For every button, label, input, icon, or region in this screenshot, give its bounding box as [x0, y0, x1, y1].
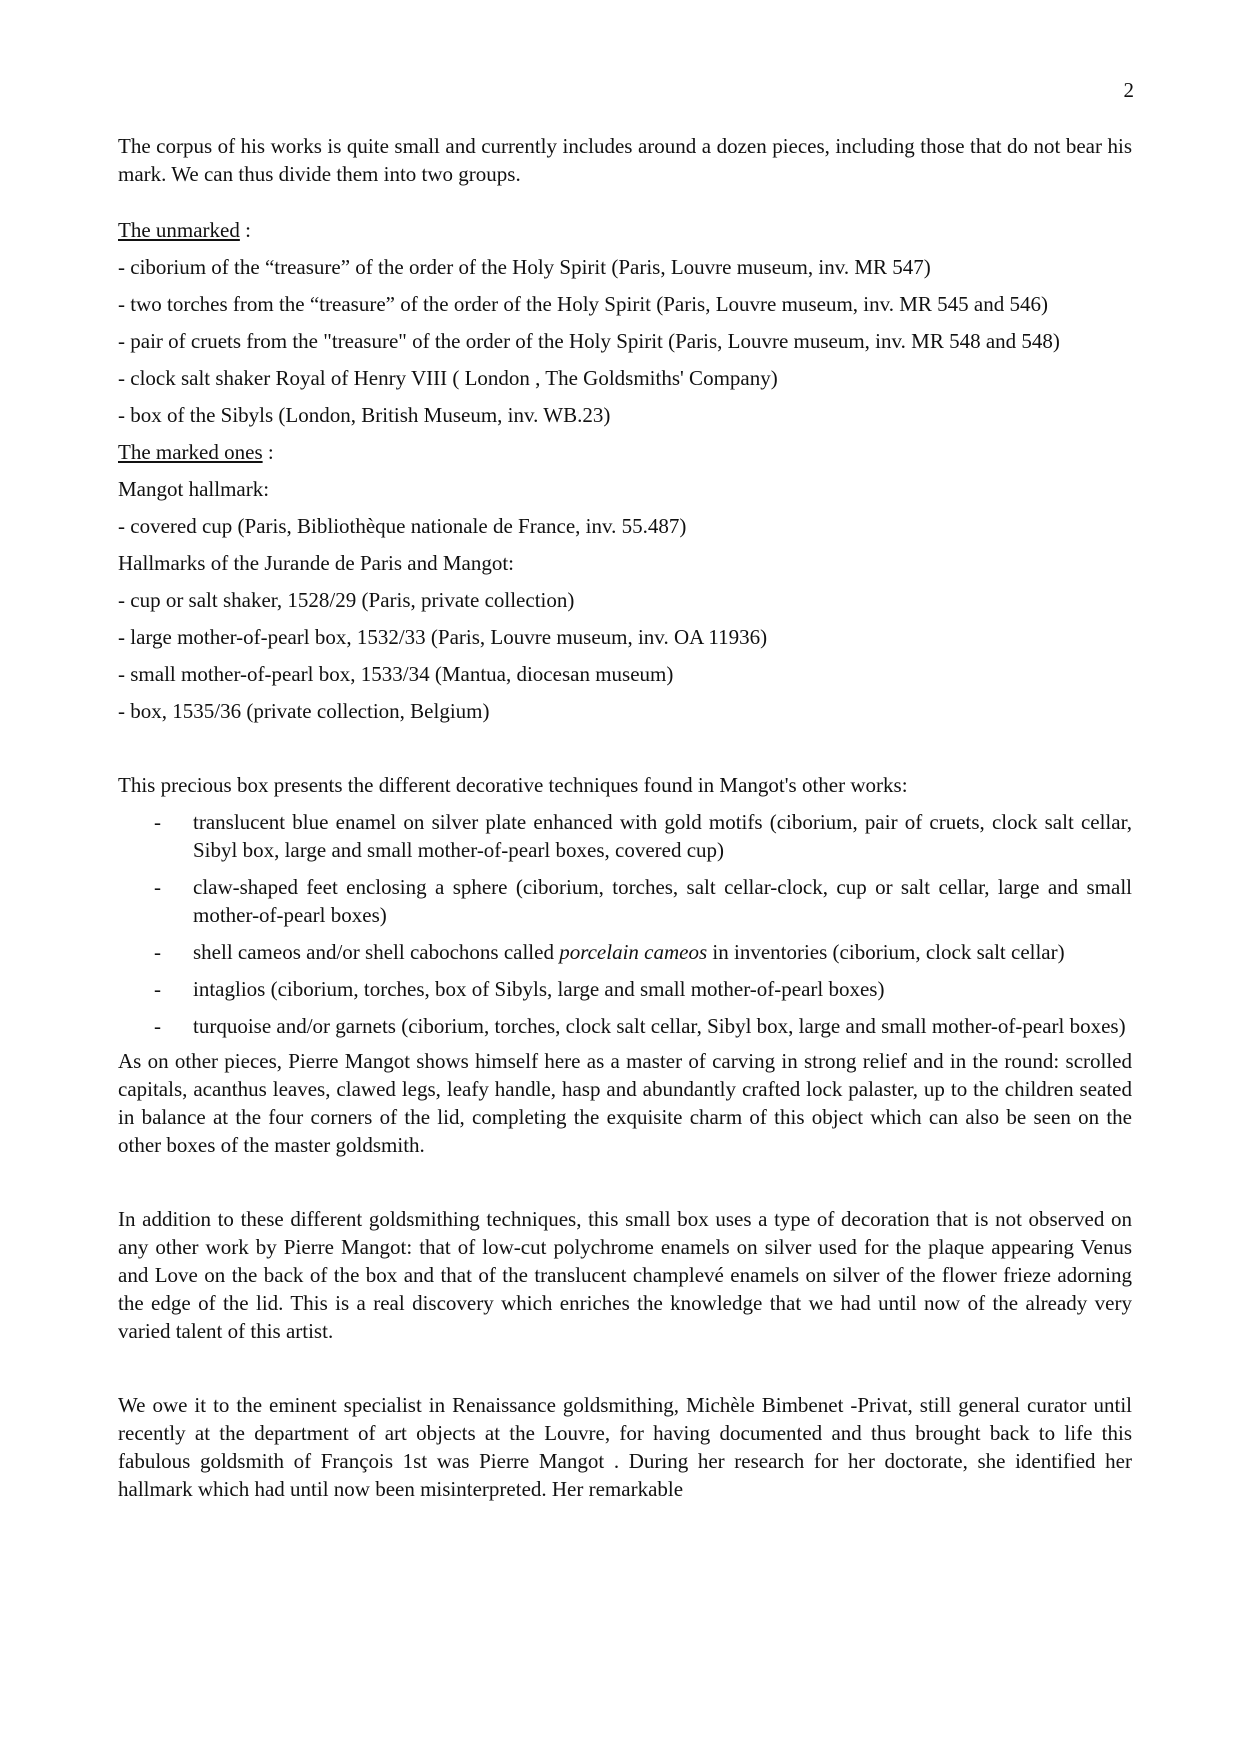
intro-paragraph: The corpus of his works is quite small and currently includes around a dozen pieces, including those that do not bear his mark. We can thus divide them into two groups.	[118, 134, 1132, 186]
list-item: - small mother-of-pearl box, 1533/34 (Mantua, diocesan museum)	[118, 662, 674, 686]
technique-text-after: in inventories (ciborium, clock salt cellar)	[707, 940, 1065, 964]
technique-text: claw-shaped feet enclosing a sphere (ciborium, torches, salt cellar-clock, cup or salt cellar, large and small mother-of-pearl boxes)	[193, 875, 1132, 927]
technique-item	[118, 938, 1132, 966]
list-item: - pair of cruets from the "treasure" of the order of the Holy Spirit (Paris, Louvre museum, inv. MR 548 and 548)	[118, 329, 1060, 353]
unmarked-heading-suffix: :	[239, 218, 251, 242]
technique-text: intaglios (ciborium, torches, box of Sibyls, large and small mother-of-pearl boxes)	[193, 977, 885, 1001]
list-item: - clock salt shaker Royal of Henry VIII ( London , The Goldsmiths' Company)	[118, 366, 778, 390]
technique-text-before: shell cameos and/or shell cabochons called	[193, 940, 560, 964]
technique-italic-term: porcelain cameos	[559, 940, 708, 964]
marked-heading-line	[118, 438, 1132, 466]
owe-paragraph: We owe it to the eminent specialist in Renaissance goldsmithing, Michèle Bimbenet -Privat, still general curator until recently at the department of art objects at the Louvre, for having documented and thus brought back to life this fabulous goldsmith of François 1st was Pierre Mangot . During her research for her doctorate, she identified her hallmark which had until now been misinterpreted. Her remarkable	[118, 1393, 1132, 1501]
technique-item	[118, 808, 1132, 864]
page-number: 2	[1123, 78, 1134, 102]
marked-heading-suffix: :	[262, 440, 274, 464]
carving-paragraph: As on other pieces, Pierre Mangot shows himself here as a master of carving in strong relief and in the round: scrolled capitals, acanthus leaves, clawed legs, leafy handle, hasp and abundantly crafted lock palaster, up to the children seated in balance at the four corners of the lid, completing the exquisite charm of this object which can also be seen on the other boxes of the master goldsmith.	[118, 1049, 1132, 1157]
technique-text: translucent blue enamel on silver plate enhanced with gold motifs (ciborium, pair of cruets, clock salt cellar, Sibyl box, large and small mother-of-pearl boxes, covered cup)	[193, 810, 1132, 862]
technique-item	[118, 1012, 1132, 1040]
technique-text: turquoise and/or garnets (ciborium, torches, clock salt cellar, Sibyl box, large and small mother-of-pearl boxes)	[193, 1014, 1126, 1038]
list-item: - ciborium of the “treasure” of the order of the Holy Spirit (Paris, Louvre museum, inv. MR 547)	[118, 255, 931, 279]
technique-item	[118, 873, 1132, 929]
list-item: - cup or salt shaker, 1528/29 (Paris, private collection)	[118, 588, 575, 612]
unmarked-heading: The unmarked	[118, 218, 240, 242]
technique-item	[118, 975, 1132, 1003]
addition-paragraph: In addition to these different goldsmithing techniques, this small box uses a type of decoration that is not observed on any other work by Pierre Mangot: that of low-cut polychrome enamels on silver used for the plaque appearing Venus and Love on the back of the box and that of the translucent champlevé enamels on silver of the flower frieze adorning the edge of the lid. This is a real discovery which enriches the knowledge that we had until now of the already very varied talent of this artist.	[118, 1207, 1132, 1343]
dash-bullet: -	[154, 1014, 161, 1038]
techniques-intro: This precious box presents the different decorative techniques found in Mangot's other works:	[118, 773, 908, 797]
mangot-hallmark-label: Mangot hallmark:	[118, 477, 270, 501]
list-item: - box of the Sibyls (London, British Museum, inv. WB.23)	[118, 403, 611, 427]
dash-bullet: -	[154, 977, 161, 1001]
dash-bullet: -	[154, 875, 161, 899]
jurande-hallmark-label: Hallmarks of the Jurande de Paris and Mangot:	[118, 551, 514, 575]
unmarked-heading-line	[118, 216, 1132, 244]
list-item: - large mother-of-pearl box, 1532/33 (Paris, Louvre museum, inv. OA 11936)	[118, 625, 768, 649]
techniques-list	[118, 808, 1132, 1040]
dash-bullet: -	[154, 810, 161, 834]
list-item: - two torches from the “treasure” of the order of the Holy Spirit (Paris, Louvre museum, inv. MR 545 and 546)	[118, 292, 1048, 316]
list-item: - covered cup (Paris, Bibliothèque nationale de France, inv. 55.487)	[118, 514, 687, 538]
document-body	[118, 132, 1132, 1503]
dash-bullet: -	[154, 940, 161, 964]
unmarked-list	[118, 253, 1132, 429]
list-item: - box, 1535/36 (private collection, Belgium)	[118, 699, 490, 723]
marked-heading: The marked ones	[118, 440, 263, 464]
